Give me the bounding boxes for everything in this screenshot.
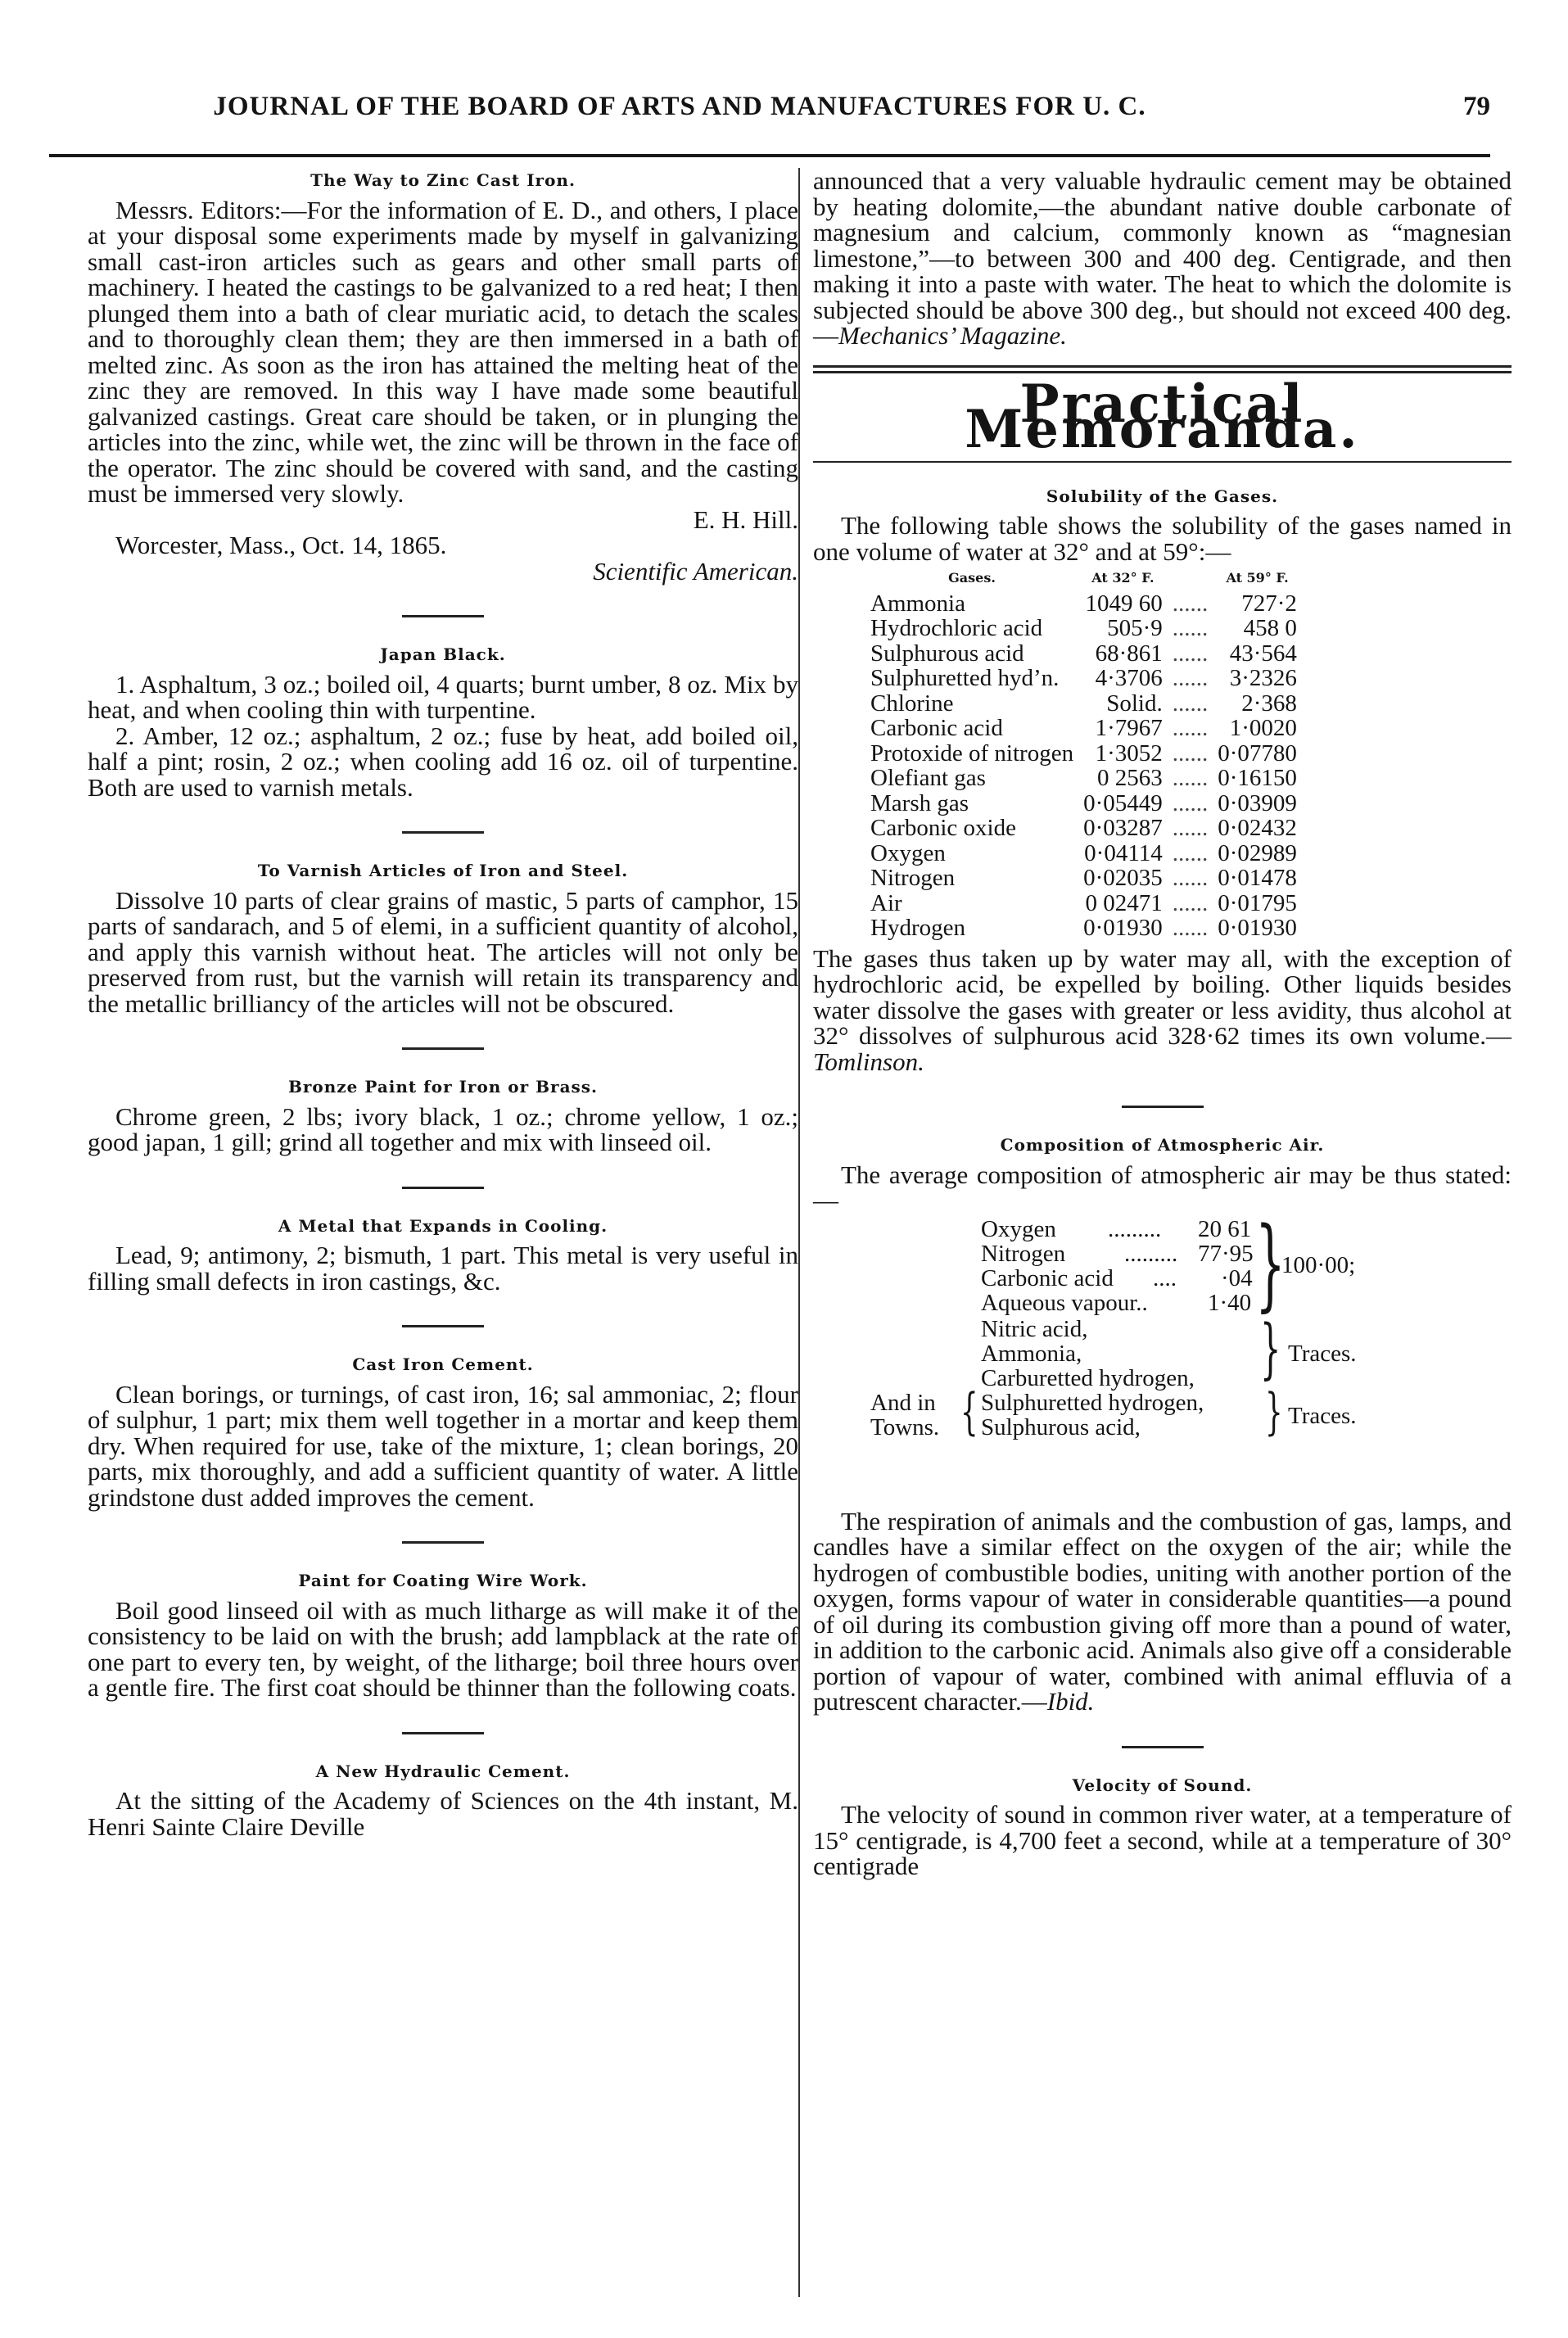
gas-value: 3·2326 (1229, 665, 1297, 691)
article-title-metal: A Metal that Expands in Cooling. (278, 1215, 608, 1236)
gas-value: 1·0020 (1229, 715, 1297, 741)
brace-icon: } (1265, 1382, 1283, 1442)
leader-dots: ...... (1172, 915, 1209, 941)
leader-dots: ...... (1172, 665, 1209, 691)
article-title-hydraulic: A New Hydraulic Cement. (315, 1761, 571, 1781)
air-label: And in (870, 1389, 936, 1416)
air-value: 77·95 (1198, 1240, 1254, 1267)
japan-item-2: 2. Amber, 12 oz.; asphaltum, 2 oz.; fuse by heat, add boiled oil, half a pint; rosin, 2 oz.; when cooling add 16 oz. oil of turpentine. Both are used to varnish metals. (88, 721, 798, 802)
gas-name: Oxygen (870, 839, 946, 866)
solubility-table (865, 566, 1302, 941)
brace-icon: { (960, 1382, 978, 1442)
gas-value: 0·02432 (1218, 815, 1297, 841)
section-rule (402, 1325, 484, 1327)
gas-value: 0·02989 (1218, 839, 1297, 866)
air-label: Aqueous vapour.. (981, 1289, 1148, 1316)
leader-dots: ...... (1172, 615, 1209, 641)
gas-value: 43·564 (1229, 640, 1297, 667)
table-row (865, 791, 1302, 816)
article-title-sound: Velocity of Sound. (1072, 1775, 1253, 1795)
source-atmosphere: Ibid. (1046, 1687, 1095, 1716)
section-rule (402, 1047, 484, 1050)
gas-value: 0·04114 (1084, 839, 1163, 866)
gas-name: Marsh gas (870, 789, 969, 816)
table-header: At 32° F. (1091, 570, 1155, 586)
article-body-hydraulic: At the sitting of the Academy of Sciences on the 4th instant, M. Henri Sainte Claire Deville (88, 1786, 798, 1841)
section-rule (402, 1732, 484, 1734)
gas-name: Air (870, 889, 902, 916)
table-row (865, 616, 1302, 641)
section-rule (402, 1541, 484, 1544)
air-label: Nitrogen (981, 1240, 1066, 1267)
section-heading-rule (813, 461, 1512, 463)
table-header: Gases. (948, 570, 996, 586)
signature-line (88, 504, 798, 534)
gas-value: 0·01930 (1083, 915, 1163, 941)
article-body-sound: The velocity of sound in common river water, at a temperature of 15° centigrade, is 4,700 feet a second, while at a temperature of 30° centigrade (813, 1800, 1512, 1880)
gas-name: Olefiant gas (870, 765, 986, 791)
article-body-zinc: Messrs. Editors:—For the information of E. D., and others, I place at your disposal some experiments made by myself in galvanizing small cast-iron articles such as gears and other small parts of machinery. I heated the castings to be galvanized to a red heat; I then plunged them into a bath of clear muriatic acid, to detach the scales and to thoroughly clean them; they are then immersed in a bath of melted zinc. As soon as the iron has attained the melting heat of the zinc they are removed. In this way I have made some beautiful galvanized castings. Great care should be taken, or in plunging the articles into the zinc, while wet, the zinc will be thrown in the face of the operator. The zinc should be covered with sand, and the casting must be immersed very slowly. (88, 195, 798, 508)
atmosphere-intro: The average composition of atmospheric air may be thus stated:— (813, 1160, 1512, 1214)
section-heading: Practical Memoranda. (965, 373, 1360, 460)
gas-value: 0·01795 (1218, 889, 1297, 916)
gas-value: 0 02471 (1085, 889, 1163, 916)
table-row (865, 916, 1302, 941)
solubility-after-text: The gases thus taken up by water may all, with the exception of hydrochloric acid, be expelled by boiling. Other liquids besides water dissolve the gases with greater or less avidity, thus alcohol at 32° dissolves of sulphurous acid 328·62 times its own volume.— (813, 943, 1512, 1050)
gas-value: Solid. (1106, 690, 1163, 717)
gas-value: 0·07780 (1218, 739, 1297, 767)
table-row (865, 816, 1302, 841)
air-composition: Oxygen ......... 20 61 Nitrogen ......... 77·95 Carbonic acid .... ·04 Aqueous vapour.. 1·40 } 100·00; Nitric acid, Ammonia, Carburetted hydrogen, } Traces. And in Towns. { Sulphuretted hydrogen, Sulphurous acid, } Traces. (870, 1205, 1357, 1442)
air-label: Carbonic acid (981, 1264, 1114, 1291)
gas-name: Chlorine (870, 690, 954, 717)
section-double-rule (813, 365, 1512, 373)
gas-value: 1049 60 (1085, 590, 1163, 617)
article-title-wire: Paint for Coating Wire Work. (298, 1571, 588, 1590)
page-number: 79 (1463, 92, 1490, 121)
article-title-cement: Cast Iron Cement. (352, 1354, 534, 1374)
table-header: At 59° F. (1226, 570, 1289, 586)
air-value: ·04 (1221, 1264, 1253, 1291)
table-row (865, 691, 1302, 717)
running-head: JOURNAL OF THE BOARD OF ARTS AND MANUFACTURES FOR U. C. (213, 92, 1146, 121)
leader-dots: ...... (1172, 690, 1209, 717)
leader-dots: ...... (1172, 739, 1209, 767)
solubility-intro: The following table shows the solubility of the gases named in one volume of water at 32° and at 59°:— (813, 511, 1512, 566)
page-header (49, 92, 1490, 141)
source-hydraulic: Mechanics’ Magazine. (838, 321, 1067, 350)
table-row (865, 741, 1302, 767)
gas-value: 0·16150 (1218, 765, 1297, 791)
brace-icon: } (1260, 1311, 1281, 1387)
table-row (865, 766, 1302, 791)
right-column (813, 168, 1512, 1879)
gas-value: 0·02035 (1083, 865, 1163, 891)
gas-value: 0·03909 (1218, 789, 1297, 816)
gas-value: 505·9 (1107, 615, 1163, 641)
source-solubility: Tomlinson. (813, 1047, 924, 1076)
article-body-metal: Lead, 9; antimony, 2; bismuth, 1 part. This metal is very useful in filling small defects in iron castings, &c. (88, 1241, 798, 1296)
gas-name: Hydrogen (870, 915, 965, 941)
air-label: Towns. (870, 1413, 940, 1440)
place-date: Worcester, Mass., Oct. 14, 1865. (115, 531, 447, 559)
article-body-bronze: Chrome green, 2 lbs; ivory black, 1 oz.; chrome yellow, 1 oz.; good japan, 1 gill; grind all together and mix with linseed oil. (88, 1101, 798, 1156)
gas-name: Carbonic acid (870, 715, 1003, 741)
table-row (865, 716, 1302, 741)
gas-value: 68·861 (1095, 640, 1163, 667)
leader-dots: ...... (1172, 815, 1209, 841)
table-row (865, 841, 1302, 866)
leader-dots: ...... (1172, 789, 1209, 816)
article-title-bronze: Bronze Paint for Iron or Brass. (287, 1077, 599, 1097)
air-value: 1·40 (1208, 1289, 1252, 1316)
japan-item-1: 1. Asphaltum, 3 oz.; boiled oil, 4 quarts; burnt umber, 8 oz. Mix by heat, and when cooling thin with turpentine. (88, 669, 798, 724)
air-value: 20 61 (1198, 1215, 1252, 1242)
leader-dots: ...... (1172, 640, 1209, 667)
solubility-after (813, 943, 1512, 1076)
air-label: Sulphuretted hydrogen, (981, 1389, 1204, 1416)
signature: E. H. Hill. (693, 504, 798, 534)
gas-value: 458 0 (1243, 615, 1297, 641)
article-title-varnish: To Varnish Articles of Iron and Steel. (257, 861, 629, 880)
gas-value: 1·3052 (1095, 739, 1163, 767)
gas-value: 727·2 (1241, 590, 1297, 617)
article-title-japan: Japan Black. (380, 644, 506, 664)
article-body-wire: Boil good linseed oil with as much litharge as will make it of the consistency to be laid on with the brush; add lampblack at the rate of one part to every ten, by weight, of the litharge; boil three hours over a gentle fire. The first coat should be thinner than the following coats. (88, 1595, 798, 1702)
gas-name: Ammonia (870, 590, 965, 617)
leader-dots: ...... (1172, 889, 1209, 916)
section-rule (1122, 1746, 1204, 1748)
table-row (865, 891, 1302, 916)
gas-value: 0·03287 (1083, 815, 1163, 841)
air-label: Carburetted hydrogen, (981, 1364, 1195, 1391)
air-traces: Traces. (1288, 1402, 1357, 1429)
gas-name: Sulphuretted hyd’n. (870, 665, 1060, 691)
gas-value: 0·05449 (1083, 789, 1163, 816)
article-title-atmosphere: Composition of Atmospheric Air. (1000, 1135, 1325, 1155)
article-body-cement: Clean borings, or turnings, of cast iron, 16; sal ammoniac, 2; flour of sulphur, 1 part; mix them well together in a mortar and keep them dry. When required for use, take of the mixture, 1; clean borings, 20 parts, mix thoroughly, and add a sufficient quantity of water. A little grindstone dust added improves the cement. (88, 1379, 798, 1512)
gas-name: Protoxide of nitrogen (870, 739, 1074, 767)
solubility-table-body (865, 591, 1302, 941)
leader-dots: ...... (1172, 765, 1209, 791)
section-rule (402, 831, 484, 834)
gas-value: 2·368 (1241, 690, 1297, 717)
hydraulic-cont-text: announced that a very valuable hydraulic cement may be obtained by heating dolomite,—the abundant native double carbonate of magnesium and calcium, commonly known as “magnesian limestone,”—to between 300 and 400 deg. Centigrade, and then making it into a paste with water. The heat to which the dolomite is subjected should be above 300 deg., but should not exceed 400 deg.— (813, 166, 1512, 350)
leader-dots: ...... (1172, 839, 1209, 866)
leader-dots: ...... (1172, 590, 1209, 617)
air-label: Sulphurous acid, (981, 1413, 1141, 1440)
table-row (865, 591, 1302, 617)
gas-value: 0 2563 (1097, 765, 1163, 791)
section-rule (402, 615, 484, 617)
column-divider (798, 168, 800, 2297)
article-body-varnish: Dissolve 10 parts of clear grains of mastic, 5 parts of camphor, 15 parts of sandarach, and 5 of elemi, in a sufficient quantity of alcohol, and apply this varnish without heat. The articles will not only be preserved from rust, but the varnish will retain its transparency and the metallic brilliancy of the articles will not be obscured. (88, 885, 798, 1018)
section-rule (402, 1187, 484, 1189)
air-total: 100·00; (1281, 1251, 1356, 1278)
source-zinc: Scientific American. (593, 556, 798, 586)
air-label: Nitric acid, (981, 1315, 1088, 1342)
gas-value: 4·3706 (1095, 665, 1163, 691)
air-traces: Traces. (1288, 1340, 1357, 1367)
brace-icon: } (1255, 1205, 1286, 1322)
table-row (865, 641, 1302, 667)
gas-value: 0·01930 (1218, 915, 1297, 941)
gas-name: Nitrogen (870, 865, 956, 891)
air-label: Ammonia, (981, 1340, 1082, 1367)
leader-dots: ...... (1172, 715, 1209, 741)
leader-dots: ...... (1172, 865, 1209, 891)
section-rule (1122, 1106, 1204, 1108)
air-label: Oxygen (981, 1215, 1056, 1242)
gas-name: Hydrochloric acid (870, 615, 1043, 641)
article-title-solubility: Solubility of the Gases. (1046, 486, 1279, 506)
table-row (865, 866, 1302, 891)
left-column (88, 168, 798, 1839)
table-row (865, 666, 1302, 691)
gas-name: Carbonic oxide (870, 815, 1016, 841)
gas-name: Sulphurous acid (870, 640, 1024, 667)
article-title-zinc: The Way to Zinc Cast Iron. (310, 170, 576, 190)
article-body-hydraulic-cont (813, 168, 1512, 349)
header-rule (49, 154, 1490, 157)
atmosphere-body-text: The respiration of animals and the combustion of gas, lamps, and candles have a similar effect on the oxygen of the air; while the hydrogen of combustible bodies, uniting with another portion of the oxygen, forms vapour of water in considerable quantities—a pound of oil during its combustion giving off more than a pound of water, in addition to the carbonic acid. Animals also give off a considerable portion of vapour of water, combined with animal effluvia of a putrescent character.— (813, 1506, 1512, 1716)
gas-value: 1·7967 (1095, 715, 1163, 741)
gas-value: 0·01478 (1218, 865, 1297, 891)
atmosphere-body (813, 1508, 1512, 1715)
